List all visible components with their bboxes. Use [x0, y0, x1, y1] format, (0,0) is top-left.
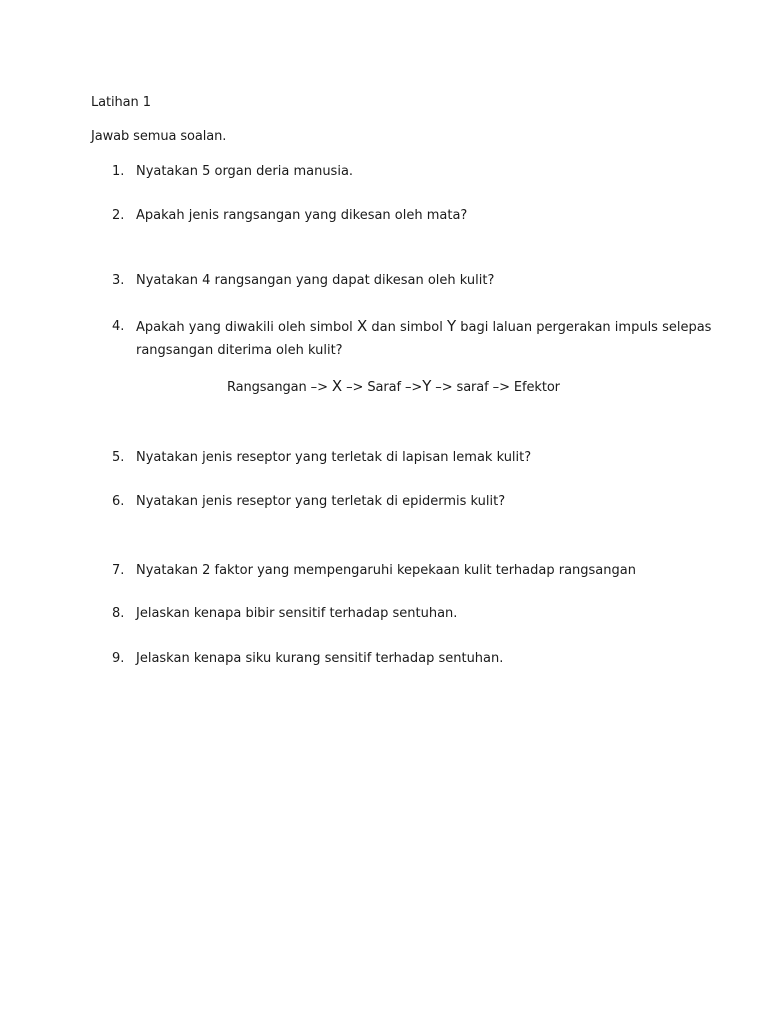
question-text: Nyatakan 4 rangsangan yang dapat dikesan oleh kulit? — [136, 273, 495, 288]
question-text-part: Apakah yang diwakili oleh simbol — [136, 320, 357, 335]
question-number: 7. — [112, 563, 125, 578]
pathway-part: Rangsangan –> — [227, 380, 332, 395]
question-text: Nyatakan jenis reseptor yang terletak di lapisan lemak kulit? — [136, 450, 532, 465]
instruction-text: Jawab semua soalan. — [91, 129, 227, 144]
question-number: 3. — [112, 273, 125, 288]
question-number: 2. — [112, 208, 125, 223]
question-text: Jelaskan kenapa bibir sensitif terhadap sentuhan. — [136, 606, 458, 621]
impulse-pathway — [227, 378, 560, 396]
question-number: 5. — [112, 450, 125, 465]
question-text: Nyatakan jenis reseptor yang terletak di epidermis kulit? — [136, 494, 506, 509]
symbol-y: Y — [446, 317, 457, 335]
symbol-x: X — [356, 317, 368, 335]
question-number: 4. — [112, 319, 125, 334]
question-text-line2: rangsangan diterima oleh kulit? — [136, 343, 343, 358]
question-text: Nyatakan 5 organ deria manusia. — [136, 164, 354, 179]
question-number: 6. — [112, 494, 125, 509]
pathway-part: –> Saraf –> — [342, 380, 423, 395]
question-text — [136, 318, 711, 359]
question-number: 1. — [112, 164, 125, 179]
question-text: Nyatakan 2 faktor yang mempengaruhi kepekaan kulit terhadap rangsangan — [136, 563, 636, 578]
question-text: Jelaskan kenapa siku kurang sensitif terhadap sentuhan. — [136, 651, 504, 666]
question-number: 9. — [112, 651, 125, 666]
question-number: 8. — [112, 606, 125, 621]
pathway-part: –> saraf –> Efektor — [431, 380, 560, 395]
pathway-symbol-x: X — [331, 377, 343, 395]
document-title: Latihan 1 — [91, 95, 151, 110]
question-text-part: bagi laluan pergerakan impuls selepas — [456, 320, 712, 335]
question-text-part: dan simbol — [367, 320, 447, 335]
question-text: Apakah jenis rangsangan yang dikesan oleh mata? — [136, 208, 468, 223]
pathway-symbol-y: Y — [422, 377, 432, 395]
